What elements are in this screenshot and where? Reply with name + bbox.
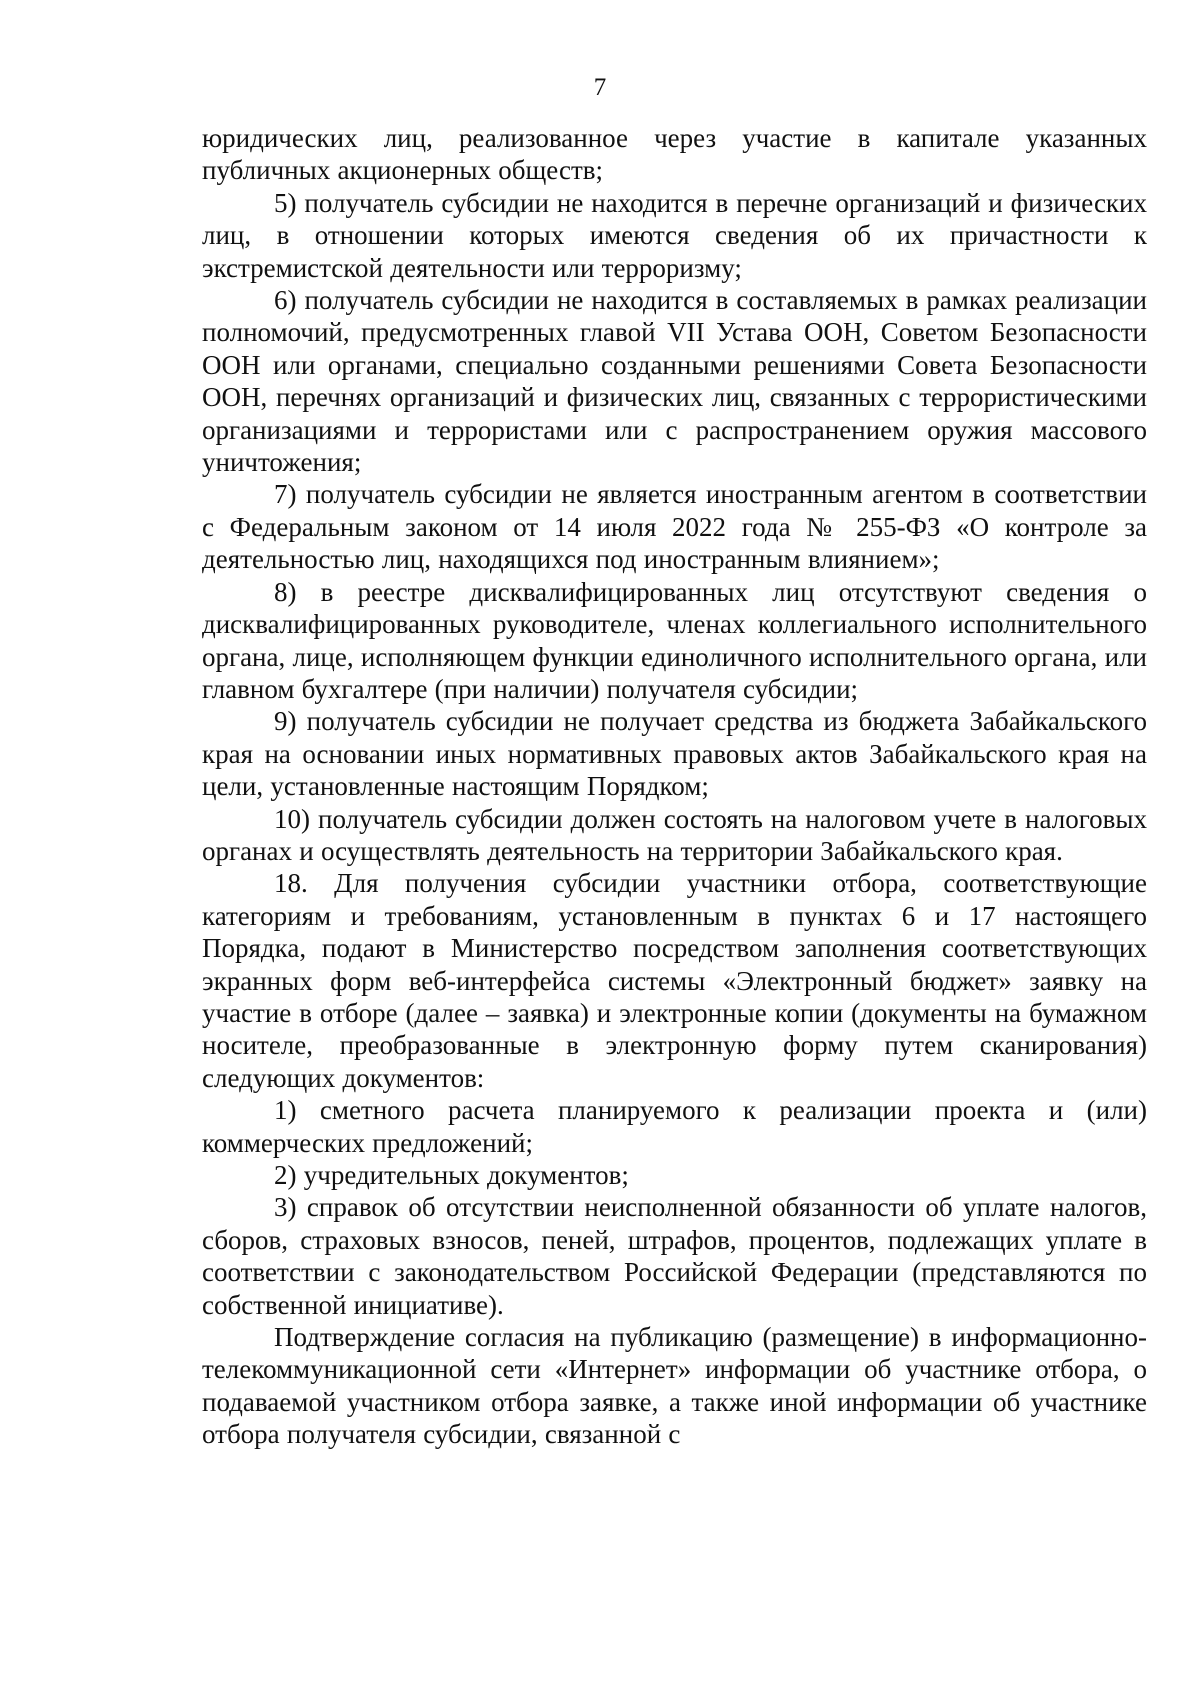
- paragraph-item-10: 10) получатель субсидии должен состоять на налоговом учете в налоговых органах и осуществлять деятельность на территории Забайкальского края.: [202, 803, 1147, 866]
- paragraph-consent: Подтверждение согласия на публикацию (размещение) в информационно-телекоммуникационной сети «Интернет» информации об участнике отбора, о подаваемой участником отбора заявке, а также иной информации об участнике отбора получателя субсидии, связанной с: [202, 1322, 1147, 1450]
- paragraph-item-9: 9) получатель субсидии не получает средства из бюджета Забайкальского края на основании иных нормативных правовых актов Забайкальского края на цели, установленные настоящим Порядком;: [202, 706, 1147, 802]
- paragraph-item-8: 8) в реестре дисквалифицированных лиц отсутствуют сведения о дисквалифицированных руководителе, членах коллегиального исполнительного органа, лице, исполняющем функции единоличного исполнительного органа, или главном бухгалтере (при наличии) получателя субсидии;: [202, 576, 1147, 704]
- paragraph-section-18: 18. Для получения субсидии участники отбора, соответствующие категориям и требованиям, установленным в пунктах 6 и 17 настоящего Порядка, подают в Министерство посредством заполнения соответствующих экранных форм веб-интерфейса системы «Электронный бюджет» заявку на участие в отборе (далее – заявка) и электронные копии (документы на бумажном носителе, преобразованные в электронную форму путем сканирования) следующих документов:: [202, 868, 1147, 1093]
- paragraph-item-6: 6) получатель субсидии не находится в составляемых в рамках реализации полномочий, предусмотренных главой VII Устава ООН, Советом Безопасности ООН или органами, специально созданными решениями Совета Безопасности ООН, перечнях организаций и физических лиц, связанных с террористическими организациями и террористами или с распространением оружия массового уничтожения;: [202, 285, 1147, 478]
- paragraph-doc-item-1: 1) сметного расчета планируемого к реализации проекта и (или) коммерческих предложений;: [202, 1095, 1147, 1158]
- paragraph-doc-item-3: 3) справок об отсутствии неисполненной обязанности об уплате налогов, сборов, страховых взносов, пеней, штрафов, процентов, подлежащих уплате в соответствии с законодательством Российской Федерации (представляются по собственной инициативе).: [202, 1192, 1147, 1320]
- page-number: 7: [593, 74, 607, 101]
- paragraph-doc-item-2: 2) учредительных документов;: [274, 1160, 629, 1190]
- document-body: [202, 122, 1147, 1451]
- paragraph-item-7: 7) получатель субсидии не является иностранным агентом в соответствии с Федеральным законом от 14 июля 2022 года № 255-ФЗ «О контроле за деятельностью лиц, находящихся под иностранным влиянием»;: [202, 479, 1147, 575]
- paragraph-continuation: юридических лиц, реализованное через участие в капитале указанных публичных акционерных обществ;: [202, 123, 1147, 186]
- paragraph-item-5: 5) получатель субсидии не находится в перечне организаций и физических лиц, в отношении которых имеются сведения об их причастности к экстремистской деятельности или терроризму;: [202, 187, 1147, 283]
